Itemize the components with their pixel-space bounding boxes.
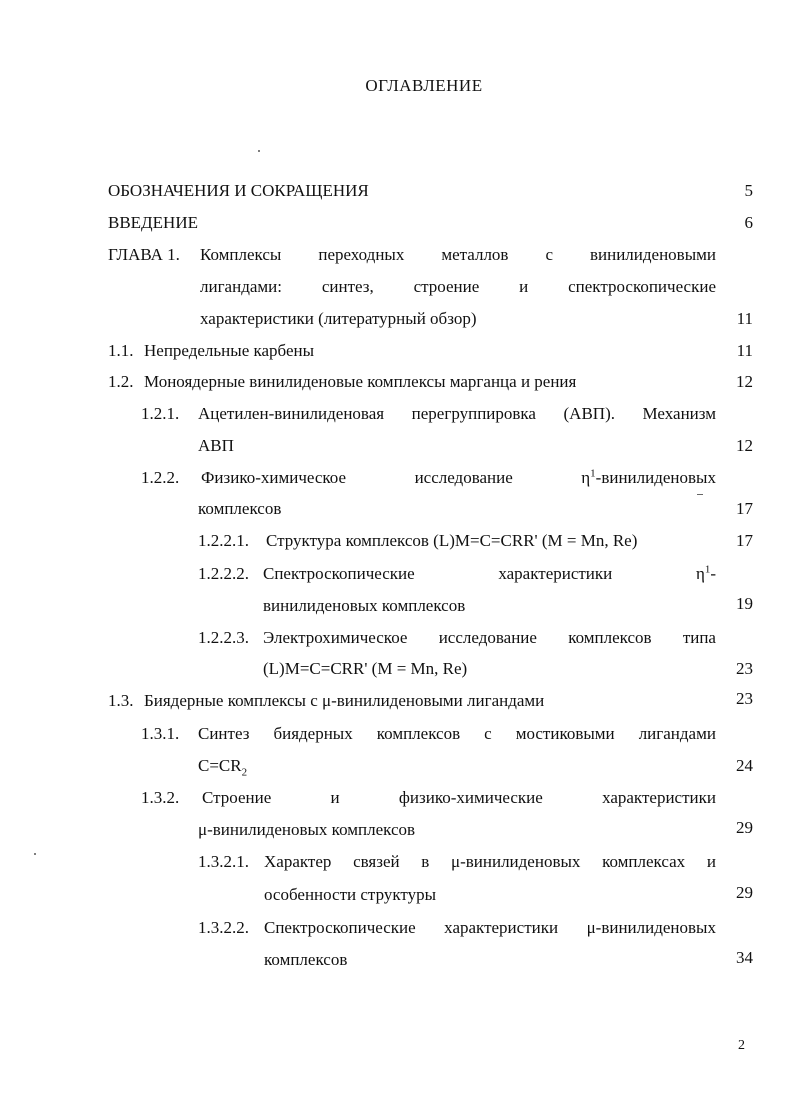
toc-entry-1-3-1-line2[interactable]: $C=CR_2$ <box>198 756 248 779</box>
scan-mark <box>697 494 703 495</box>
word: Спектроскопические <box>263 564 415 583</box>
toc-entry-1-2-1-line1[interactable] <box>198 404 716 424</box>
word: строение <box>413 277 480 296</box>
toc-page-1-2: 12 <box>736 372 753 391</box>
word: и <box>519 277 529 296</box>
word: μ-винилиденовых <box>450 852 581 871</box>
word: в <box>421 852 430 871</box>
toc-page-1-2-2-2: 19 <box>736 594 753 613</box>
toc-entry-1-3-1-line1[interactable] <box>198 724 716 744</box>
toc-entry-1-3-2-line2[interactable]: μ-винилиденовых комплексов <box>198 820 416 839</box>
toc-number-1-3-1: 1.3.1. <box>141 724 180 743</box>
word: Ацетилен-винилиденовая <box>198 404 385 423</box>
toc-number-1-3-2: 1.3.2. <box>141 788 180 807</box>
toc-page-1-2-2: 17 <box>736 499 753 518</box>
toc-entry-1-2-2-2-line2[interactable]: винилиденовых комплексов <box>263 596 466 615</box>
toc-page-1-3-2: 29 <box>736 818 753 837</box>
word: Физико-химическое <box>201 468 347 487</box>
toc-page-1-1: 11 <box>736 341 753 360</box>
toc-page-abbrev: 5 <box>744 181 753 200</box>
word: Характер <box>264 852 332 871</box>
toc-number-ch1: ГЛАВА 1. <box>108 245 180 264</box>
toc-number-1-3: 1.3. <box>108 691 134 710</box>
word: Синтез <box>198 724 250 743</box>
scan-speck <box>34 853 36 855</box>
word: спектроскопические <box>568 277 716 296</box>
word: и <box>330 788 340 807</box>
word: с <box>484 724 492 743</box>
word-eta: $\eta^1$-винилиденовых <box>581 467 716 487</box>
toc-page-1-3-2-2: 34 <box>736 948 753 967</box>
toc-entry-ch1-line3[interactable]: характеристики (литературный обзор) <box>200 309 477 328</box>
toc-entry-1-2-1-line2[interactable]: АВП <box>198 436 234 455</box>
toc-page-1-3-2-1: 29 <box>736 883 753 902</box>
scan-speck <box>258 150 260 152</box>
word: Строение <box>202 788 272 807</box>
toc-number-1-2-2-2: 1.2.2.2. <box>198 564 249 583</box>
toc-entry-ch1-line2[interactable] <box>200 277 716 297</box>
word: физико-химические <box>398 788 543 807</box>
word: характеристики <box>498 564 613 583</box>
toc-entry-1-2-2-1[interactable]: Структура комплексов (L)M=C=CRR' (M = Mn, Re) <box>266 531 638 550</box>
word: (АВП). <box>563 404 615 423</box>
toc-entry-intro[interactable]: ВВЕДЕНИЕ <box>108 213 198 232</box>
toc-number-1-2: 1.2. <box>108 372 134 391</box>
toc-number-1-2-2-3: 1.2.2.3. <box>198 628 249 647</box>
word: с <box>545 245 553 264</box>
toc-entry-1-1[interactable]: Непредельные карбены <box>144 341 315 360</box>
word: связей <box>353 852 400 871</box>
toc-entry-1-3-2-1-line1[interactable] <box>264 852 716 872</box>
word: перегруппировка <box>411 404 536 423</box>
page-title: ОГЛАВЛЕНИЕ <box>365 76 483 95</box>
toc-entry-1-3[interactable]: Биядерные комплексы с μ-винилиденовыми лигандами <box>144 691 545 710</box>
word: Комплексы <box>200 245 282 264</box>
toc-page-1-2-2-1: 17 <box>736 531 753 550</box>
word: типа <box>682 628 716 647</box>
word: биядерных <box>273 724 353 743</box>
toc-page-1-2-1: 12 <box>736 436 753 455</box>
toc-entry-abbrev[interactable]: ОБОЗНАЧЕНИЯ И СОКРАЩЕНИЯ <box>108 181 369 200</box>
toc-entry-1-3-2-1-line2[interactable]: особенности структуры <box>264 885 437 904</box>
word: Спектроскопические <box>264 918 416 937</box>
word: Электрохимическое <box>263 628 408 647</box>
page-number: 2 <box>738 1038 745 1053</box>
toc-number-1-3-2-2: 1.3.2.2. <box>198 918 249 937</box>
word: μ-винилиденовых <box>586 918 716 937</box>
toc-entry-1-3-2-2-line2[interactable]: комплексов <box>264 950 348 969</box>
word: характеристики <box>444 918 559 937</box>
toc-entry-1-3-2-2-line1[interactable] <box>264 918 716 938</box>
word: характеристики <box>602 788 716 807</box>
toc-entry-1-2-2-3-line1[interactable] <box>263 628 716 648</box>
toc-entry-1-2-2-3-line2[interactable]: (L)M=C=CRR' (M = Mn, Re) <box>263 659 468 678</box>
toc-page-1-2-2-3: 23 <box>736 659 753 678</box>
word: комплексах <box>602 852 686 871</box>
toc-number-1-1: 1.1. <box>108 341 134 360</box>
toc-number-1-2-1: 1.2.1. <box>141 404 180 423</box>
word: переходных <box>318 245 405 264</box>
word: и <box>706 852 716 871</box>
word-eta: $\eta^1-$ <box>695 563 716 583</box>
toc-entry-1-2[interactable]: Моноядерные винилиденовые комплексы марганца и рения <box>144 372 577 391</box>
toc-entry-1-2-2-line2[interactable]: комплексов <box>198 499 282 518</box>
toc-page-1-3: 23 <box>736 689 753 708</box>
toc-entry-1-2-2-2-line1[interactable] <box>263 564 716 584</box>
word: Механизм <box>642 404 716 423</box>
word: винилиденовыми <box>589 245 716 264</box>
toc-page-ch1: 11 <box>736 309 753 328</box>
toc-entry-1-2-2-line1[interactable] <box>201 468 716 488</box>
word: лигандами: <box>200 277 282 296</box>
word: лигандами <box>638 724 716 743</box>
word: комплексов <box>376 724 461 743</box>
word: исследование <box>414 468 513 487</box>
toc-page-1-3-1: 24 <box>736 756 753 775</box>
toc-entry-ch1-line1[interactable] <box>200 245 716 265</box>
toc-page-intro: 6 <box>744 213 753 232</box>
word: исследование <box>438 628 537 647</box>
toc-number-1-3-2-1: 1.3.2.1. <box>198 852 249 871</box>
toc-number-1-2-2: 1.2.2. <box>141 468 180 487</box>
word: комплексов <box>568 628 652 647</box>
word: синтез, <box>321 277 374 296</box>
toc-entry-1-3-2-line1[interactable] <box>202 788 716 808</box>
word: металлов <box>441 245 509 264</box>
word: мостиковыми <box>515 724 615 743</box>
toc-number-1-2-2-1: 1.2.2.1. <box>198 531 249 550</box>
